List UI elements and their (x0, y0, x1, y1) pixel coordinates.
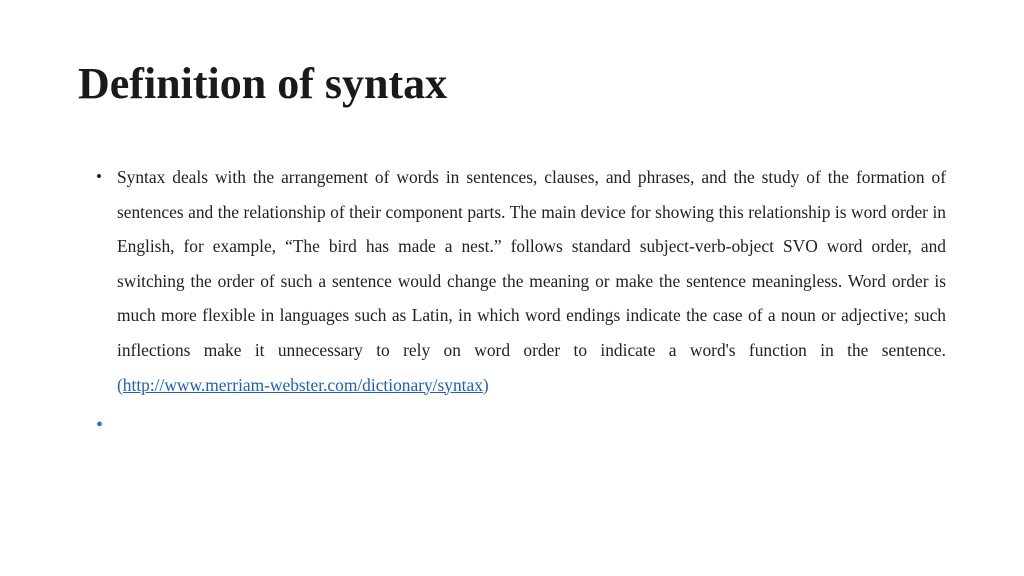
reference-url[interactable]: http://www.merriam-webster.com/dictionary/syntax (122, 374, 483, 395)
bullet-item (96, 160, 946, 402)
bullet-text (117, 160, 946, 402)
definition-text: Syntax deals with the arrangement of words in sentences, clauses, and phrases, and the study of the formation of sentences and the relationship of their component parts. The main device for showing this relationship is word order in English, for example, “The bird has made a nest.” follows standard subject-verb-object SVO word order, and switching the order of such a sentence would change the meaning or make the sentence meaningless. Word order is much more flexible in languages such as Latin, in which word endings indicate the case of a noun or adjective; such inflections make it unnecessary to rely on word order to indicate a word's function in the sentence. (117, 167, 946, 360)
empty-bullet-marker: • (96, 414, 104, 437)
bullet-marker: • (96, 167, 102, 186)
empty-bullet-item (96, 408, 946, 448)
link-open-paren: ( (117, 374, 123, 395)
slide-title: Definition of syntax (78, 59, 448, 108)
bullet-list (96, 160, 946, 448)
link-close-paren: ) (482, 374, 489, 395)
reference-link[interactable] (117, 375, 489, 395)
